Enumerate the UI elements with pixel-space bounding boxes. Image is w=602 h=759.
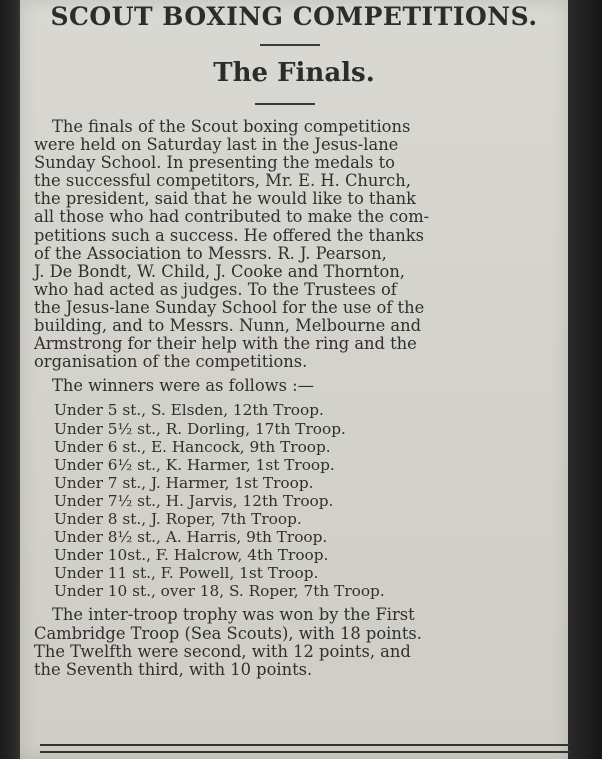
headline-divider: [260, 44, 320, 46]
paragraph1-line: the successful competitors, Mr. E. H. Church,: [34, 171, 411, 191]
paragraph1-line: who had acted as judges. To the Trustees of: [34, 279, 397, 299]
paragraph1-line: petitions such a success. He offered the thanks: [34, 225, 424, 245]
winner-entry: Under 7½ st., H. Jarvis, 12th Troop.: [54, 491, 334, 510]
winner-entry: Under 6 st., E. Hancock, 9th Troop.: [54, 437, 331, 456]
winner-entry: Under 8½ st., A. Harris, 9th Troop.: [54, 528, 328, 547]
subheadline-divider: [255, 103, 315, 105]
paragraph2-line: The Twelfth were second, with 12 points, and: [34, 641, 411, 661]
winner-entry: Under 10st., F. Halcrow, 4th Troop.: [54, 546, 329, 565]
paragraph1-line: The finals of the Scout boxing competitions: [52, 117, 411, 136]
winner-entry: Under 10 st., over 18, S. Roper, 7th Troop.: [54, 582, 385, 601]
paragraph1-line: of the Association to Messrs. R. J. Pearson,: [34, 243, 387, 263]
winner-entry: Under 5½ st., R. Dorling, 17th Troop.: [54, 419, 346, 438]
winner-entry: Under 5 st., S. Elsden, 12th Troop.: [54, 401, 324, 420]
paragraph1-line: Sunday School. In presenting the medals to: [34, 153, 395, 173]
paragraph1-line: Armstrong for their help with the ring and the: [34, 334, 417, 354]
paragraph1-line: the Jesus-lane Sunday School for the use of the: [34, 297, 425, 317]
paragraph1-line: the president, said that he would like to thank: [34, 189, 417, 209]
paragraph1-line: building, and to Messrs. Nunn, Melbourne and: [34, 316, 421, 336]
winner-entry: Under 6½ st., K. Harmer, 1st Troop.: [54, 455, 335, 474]
paragraph2-line: The inter-troop trophy was won by the First: [52, 605, 415, 625]
album-left-edge: [0, 0, 22, 759]
winner-entry: Under 7 st., J. Harmer, 1st Troop.: [54, 473, 314, 492]
paragraph2-line: the Seventh third, with 10 points.: [34, 659, 313, 679]
paragraph1-line: were held on Saturday last in the Jesus-lane: [34, 135, 399, 155]
winner-entry: Under 8 st., J. Roper, 7th Troop.: [54, 509, 302, 528]
paragraph1-line: J. De Bondt, W. Child, J. Cooke and Thornton,: [34, 261, 405, 281]
paragraph2-line: Cambridge Troop (Sea Scouts), with 18 points.: [34, 623, 422, 643]
subheadline: The Finals.: [213, 58, 375, 88]
article-body: [34, 118, 554, 679]
album-right-edge: [568, 0, 602, 759]
headline: SCOUT BOXING COMPETITIONS.: [50, 2, 538, 31]
winner-entry: Under 11 st., F. Powell, 1st Troop.: [54, 564, 319, 583]
paragraph1-line: all those who had contributed to make the com-: [34, 207, 430, 227]
newspaper-clipping: [20, 0, 568, 759]
bottom-double-rule: [40, 744, 570, 753]
paragraph1-line: organisation of the competitions.: [34, 352, 308, 372]
winners-intro: The winners were as follows :—: [52, 376, 314, 396]
